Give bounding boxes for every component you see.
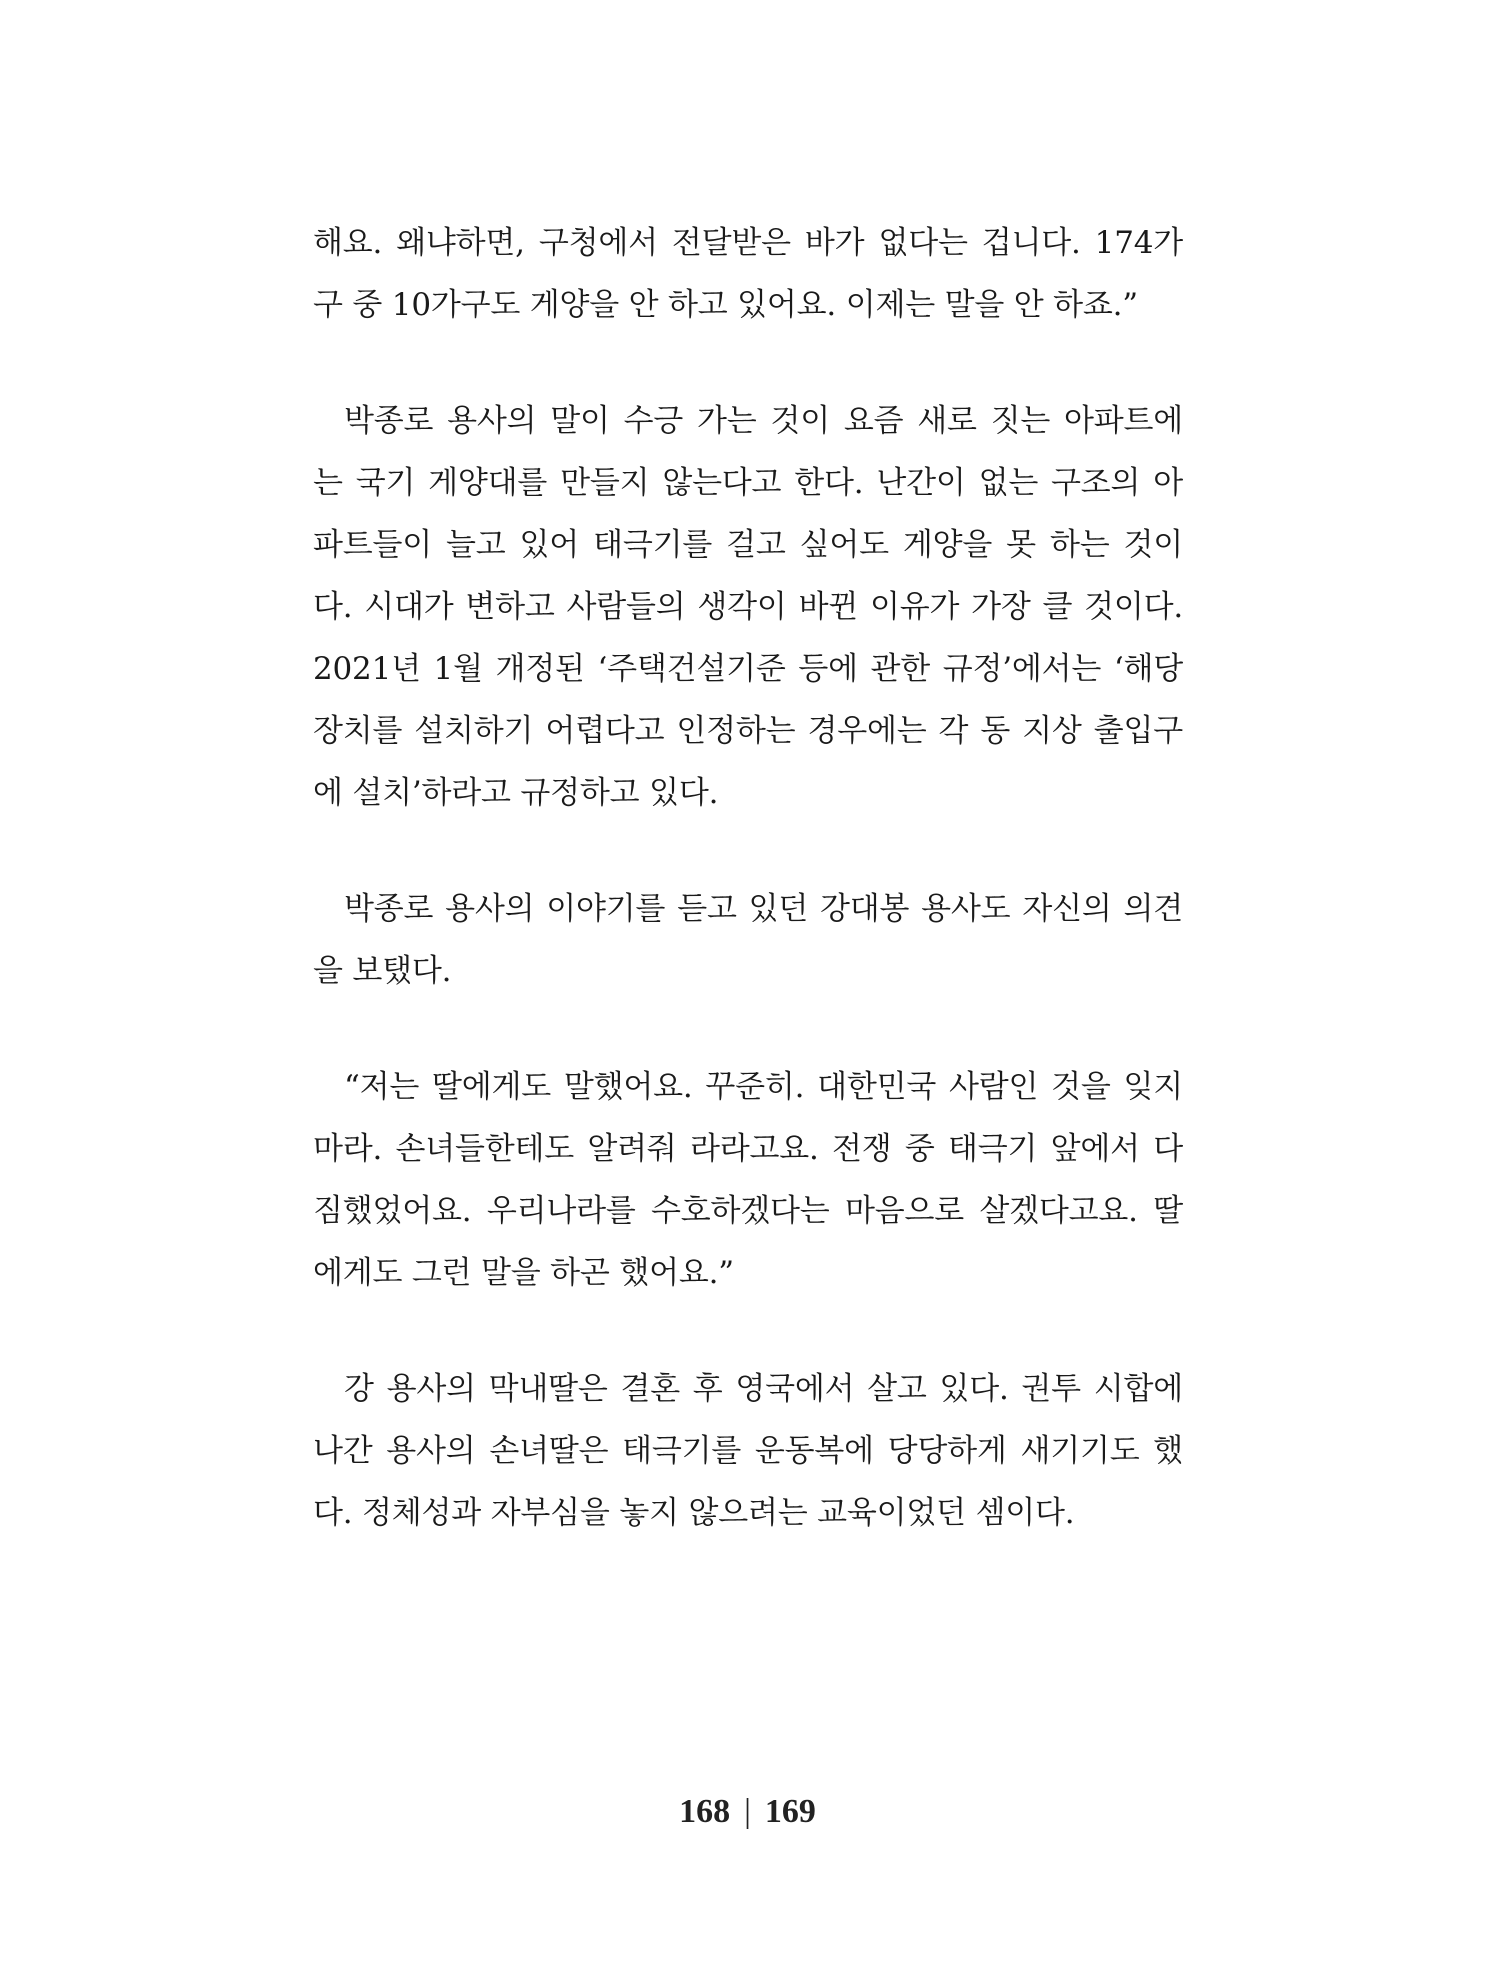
text-line: 나간 용사의 손녀딸은 태극기를 운동복에 당당하게 새기기도 했: [313, 1433, 1183, 1469]
page-numbers: [0, 1790, 1495, 1834]
text-line: 에 설치’하라고 규정하고 있다.: [313, 775, 719, 811]
text-line: 강 용사의 막내딸은 결혼 후 영국에서 살고 있다. 권투 시합에: [344, 1371, 1183, 1407]
right-page-number: 169: [764, 1793, 816, 1830]
text-line: 파트들이 늘고 있어 태극기를 걸고 싶어도 게양을 못 하는 것이: [313, 527, 1183, 563]
text-line: 을 보탰다.: [313, 953, 452, 989]
text-line: 다. 정체성과 자부심을 놓지 않으려는 교육이었던 셈이다.: [313, 1495, 1075, 1531]
paragraph-1: [313, 212, 1183, 336]
text-line: 박종로 용사의 말이 수긍 가는 것이 요즘 새로 짓는 아파트에: [344, 403, 1183, 439]
text-line: 2021년 1월 개정된 ‘주택건설기준 등에 관한 규정’에서는 ‘해당: [313, 651, 1183, 687]
text-line: 는 국기 게양대를 만들지 않는다고 한다. 난간이 없는 구조의 아: [313, 465, 1183, 501]
text-line: 다. 시대가 변하고 사람들의 생각이 바뀐 이유가 가장 클 것이다.: [313, 589, 1183, 625]
text-line: 구 중 10가구도 게양을 안 하고 있어요. 이제는 말을 안 하죠.”: [313, 287, 1138, 323]
text-line: “저는 딸에게도 말했어요. 꾸준히. 대한민국 사람인 것을 잊지: [344, 1069, 1183, 1105]
text-line: 짐했었어요. 우리나라를 수호하겠다는 마음으로 살겠다고요. 딸: [313, 1193, 1183, 1229]
text-line: 해요. 왜냐하면, 구청에서 전달받은 바가 없다는 겁니다. 174가: [313, 225, 1183, 261]
text-line: 마라. 손녀들한테도 알려줘 라라고요. 전쟁 중 태극기 앞에서 다: [313, 1131, 1183, 1167]
text-line: 장치를 설치하기 어렵다고 인정하는 경우에는 각 동 지상 출입구: [313, 713, 1183, 749]
paragraph-5: [313, 1358, 1183, 1544]
text-line: 박종로 용사의 이야기를 듣고 있던 강대봉 용사도 자신의 의견: [344, 891, 1183, 927]
paragraph-4: [313, 1056, 1183, 1304]
body-text: [313, 212, 1183, 1598]
page-number-separator: |: [744, 1793, 751, 1830]
paragraph-2: [313, 390, 1183, 824]
text-line: 에게도 그런 말을 하곤 했어요.”: [313, 1255, 734, 1291]
left-page-number: 168: [679, 1793, 731, 1830]
paragraph-3: [313, 878, 1183, 1002]
